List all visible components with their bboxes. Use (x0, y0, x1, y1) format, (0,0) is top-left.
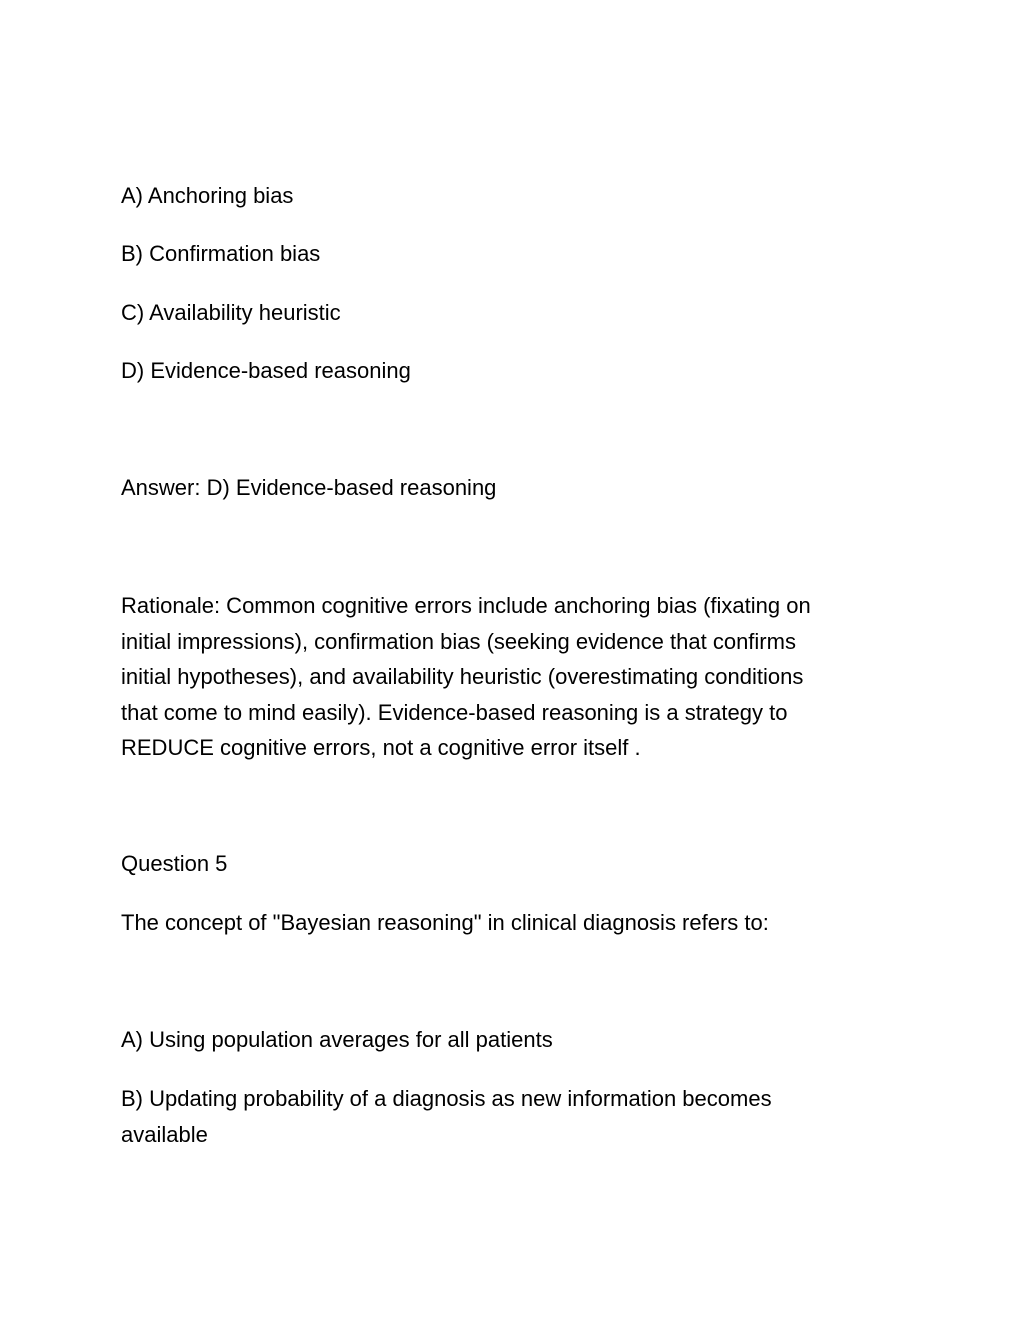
option-c: C) Availability heuristic (121, 300, 341, 325)
rationale-paragraph (121, 588, 901, 766)
question-text: The concept of "Bayesian reasoning" in clinical diagnosis refers to: (121, 910, 769, 935)
option-b-line: available (121, 1121, 208, 1147)
option-a: A) Using population averages for all patients (121, 1027, 553, 1052)
rationale-line: initial impressions), confirmation bias (seeking evidence that confirms (121, 628, 796, 654)
rationale-line: Rationale: Common cognitive errors include anchoring bias (fixating on (121, 593, 811, 618)
answer-text: Answer: D) Evidence-based reasoning (121, 475, 497, 500)
option-b (121, 1081, 901, 1152)
rationale-line: REDUCE cognitive errors, not a cognitive error itself . (121, 735, 641, 760)
option-a: A) Anchoring bias (121, 183, 294, 208)
question-heading: Question 5 (121, 851, 228, 876)
rationale-line: that come to mind easily). Evidence-based reasoning is a strategy to (121, 699, 788, 725)
option-b: B) Confirmation bias (121, 241, 321, 266)
option-d: D) Evidence-based reasoning (121, 358, 411, 383)
option-b-line: B) Updating probability of a diagnosis as new information becomes (121, 1086, 772, 1111)
rationale-line: initial hypotheses), and availability heuristic (overestimating conditions (121, 664, 804, 689)
